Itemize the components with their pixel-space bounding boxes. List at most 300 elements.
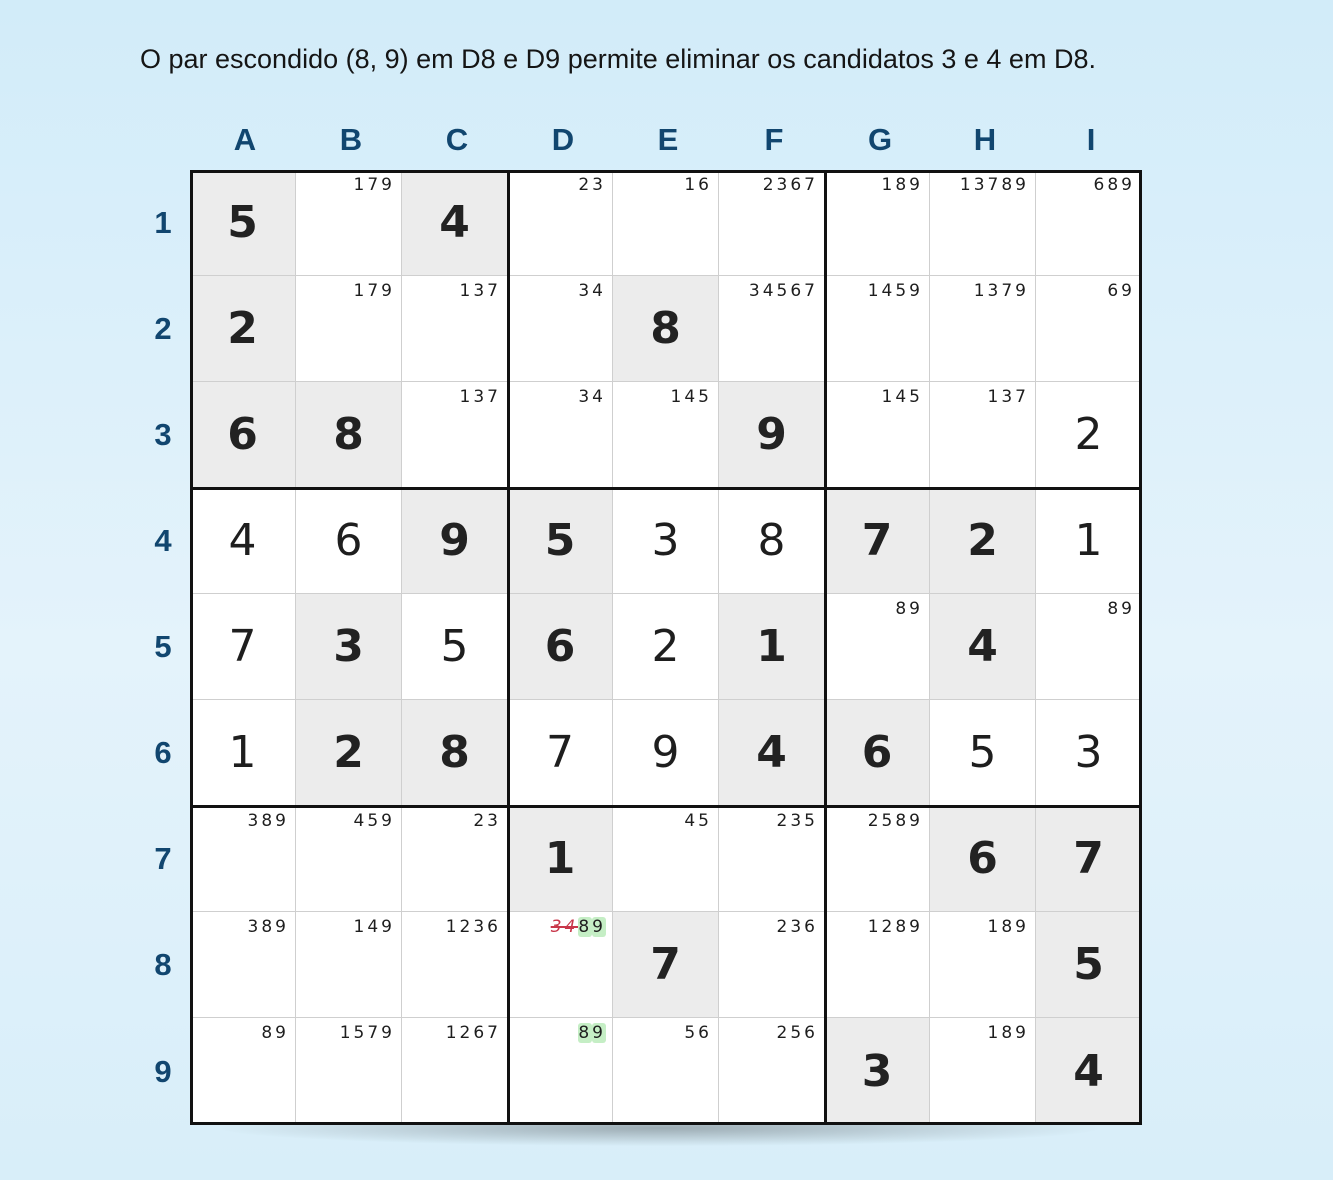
candidate: 7 xyxy=(487,387,501,407)
candidate-list xyxy=(763,175,818,195)
cell-f2[interactable] xyxy=(719,276,825,382)
column-label-a: A xyxy=(233,122,257,157)
cell-d6[interactable] xyxy=(508,700,613,806)
candidate: 3 xyxy=(473,387,488,407)
candidate: 5 xyxy=(698,387,712,407)
candidate: 4 xyxy=(762,281,777,301)
candidate-list xyxy=(882,175,923,195)
candidate: 1 xyxy=(339,1023,354,1043)
candidate: 9 xyxy=(909,917,923,937)
candidate: 7 xyxy=(487,1023,501,1043)
cell-c9[interactable] xyxy=(402,1018,508,1125)
candidate: 3 xyxy=(247,917,262,937)
candidate: 4 xyxy=(353,811,368,831)
cell-e8[interactable] xyxy=(613,912,719,1018)
candidate: 2 xyxy=(459,917,474,937)
candidate: 1 xyxy=(881,175,896,195)
candidate-list xyxy=(777,1023,818,1043)
candidate-list xyxy=(671,387,712,407)
solved-digit: 2 xyxy=(1074,409,1103,460)
cell-i2[interactable] xyxy=(1036,276,1142,382)
cell-f7[interactable] xyxy=(719,806,825,912)
row-label-2: 2 xyxy=(154,311,172,346)
solved-digit: 7 xyxy=(546,727,574,778)
cell-d1[interactable] xyxy=(508,170,613,276)
candidate: 9 xyxy=(275,811,289,831)
given-digit: 8 xyxy=(650,303,681,354)
solved-digit: 5 xyxy=(968,727,997,778)
given-digit: 4 xyxy=(1073,1045,1104,1097)
cell-c1[interactable] xyxy=(402,170,508,276)
candidate: 5 xyxy=(776,281,791,301)
candidate: 6 xyxy=(1107,281,1122,301)
candidate: 1 xyxy=(987,1023,1002,1043)
candidate: 5 xyxy=(909,387,923,407)
cell-g2[interactable] xyxy=(825,276,930,382)
cell-i8[interactable] xyxy=(1036,912,1142,1018)
candidate: 3 xyxy=(473,281,488,301)
candidate: 1 xyxy=(459,387,474,407)
candidate-list xyxy=(354,281,395,301)
candidate: 2 xyxy=(776,917,791,937)
cell-a5[interactable] xyxy=(190,594,296,700)
candidate: 9 xyxy=(381,917,395,937)
given-digit: 3 xyxy=(861,1045,893,1097)
row-label-4: 4 xyxy=(154,523,172,558)
candidate-list xyxy=(248,917,289,937)
candidate: 1 xyxy=(959,175,974,195)
given-digit: 4 xyxy=(439,197,470,248)
candidate: 8 xyxy=(895,175,910,195)
candidate: 4 xyxy=(684,387,699,407)
candidate: 6 xyxy=(698,1023,712,1043)
candidate: 4 xyxy=(684,811,699,831)
candidate: 2 xyxy=(881,917,896,937)
candidate-list xyxy=(578,281,606,301)
candidate: 9 xyxy=(1015,175,1029,195)
candidate: 7 xyxy=(804,281,818,301)
given-digit: 5 xyxy=(544,515,576,566)
cell-a1[interactable] xyxy=(190,170,296,276)
candidate: 8 xyxy=(261,811,276,831)
candidate-list xyxy=(354,175,395,195)
cell-d3[interactable] xyxy=(508,382,613,488)
candidate: 6 xyxy=(804,1023,818,1043)
candidate-list xyxy=(578,1023,606,1043)
candidate: 4 xyxy=(592,387,606,407)
cell-i3[interactable] xyxy=(1036,382,1142,488)
candidate: 5 xyxy=(367,811,382,831)
eliminated-candidate: 4 xyxy=(564,917,579,937)
candidate: 5 xyxy=(881,811,896,831)
candidate: 8 xyxy=(1001,175,1016,195)
candidate: 9 xyxy=(381,1023,395,1043)
given-digit: 1 xyxy=(544,833,576,884)
cell-h6[interactable] xyxy=(930,700,1036,806)
cell-e1[interactable] xyxy=(613,170,719,276)
cell-c3[interactable] xyxy=(402,382,508,488)
candidate: 6 xyxy=(473,1023,488,1043)
candidate: 8 xyxy=(261,917,276,937)
given-digit: 5 xyxy=(1073,939,1104,990)
candidate: 6 xyxy=(790,175,805,195)
cell-e6[interactable] xyxy=(613,700,719,806)
candidate: 1 xyxy=(881,387,896,407)
candidate-list xyxy=(1107,281,1135,301)
candidate-list xyxy=(248,811,289,831)
solved-digit: 3 xyxy=(651,515,680,566)
candidate: 9 xyxy=(909,599,923,619)
candidate: 9 xyxy=(909,811,923,831)
candidate-list xyxy=(578,175,606,195)
cell-b9[interactable] xyxy=(296,1018,402,1125)
cell-a3[interactable] xyxy=(190,382,296,488)
given-digit: 8 xyxy=(333,409,364,460)
candidate-list xyxy=(1107,599,1135,619)
row-label-7: 7 xyxy=(154,841,172,876)
candidate: 3 xyxy=(748,281,763,301)
eliminated-candidate: 3 xyxy=(550,917,565,937)
candidate: 9 xyxy=(275,1023,289,1043)
cell-g5[interactable] xyxy=(825,594,930,700)
candidate: 3 xyxy=(790,811,805,831)
candidate: 3 xyxy=(247,811,262,831)
candidate: 1 xyxy=(445,917,460,937)
solved-digit: 7 xyxy=(228,621,257,672)
candidate: 8 xyxy=(895,599,910,619)
sudoku-board xyxy=(190,170,1142,1125)
row-label-3: 3 xyxy=(154,417,172,452)
candidate: 8 xyxy=(895,811,910,831)
candidate: 7 xyxy=(367,1023,382,1043)
given-digit: 6 xyxy=(967,833,998,884)
given-digit: 2 xyxy=(333,727,364,778)
cell-h7[interactable] xyxy=(930,806,1036,912)
highlighted-candidate: 9 xyxy=(592,917,606,937)
row-label-8: 8 xyxy=(154,947,172,982)
candidate-list xyxy=(868,281,923,301)
candidate: 9 xyxy=(381,811,395,831)
hint-caption: O par escondido (8, 9) em D8 e D9 permite eliminar os candidatos 3 e 4 em D8. xyxy=(140,44,1096,74)
candidate: 3 xyxy=(776,175,791,195)
cell-f3[interactable] xyxy=(719,382,825,488)
candidate: 9 xyxy=(909,175,923,195)
candidate-list xyxy=(684,1023,712,1043)
cell-i4[interactable] xyxy=(1036,488,1142,594)
candidate-list xyxy=(684,175,712,195)
given-digit: 1 xyxy=(756,621,787,672)
candidate-list xyxy=(684,811,712,831)
cell-i5[interactable] xyxy=(1036,594,1142,700)
candidate: 9 xyxy=(381,175,395,195)
cell-b7[interactable] xyxy=(296,806,402,912)
candidate: 9 xyxy=(1015,917,1029,937)
candidate: 5 xyxy=(790,1023,805,1043)
cell-c2[interactable] xyxy=(402,276,508,382)
cell-c8[interactable] xyxy=(402,912,508,1018)
cell-d4[interactable] xyxy=(508,488,613,594)
cell-e3[interactable] xyxy=(613,382,719,488)
candidate: 1 xyxy=(670,387,685,407)
candidate: 6 xyxy=(804,917,818,937)
candidate: 1 xyxy=(445,1023,460,1043)
candidate: 6 xyxy=(790,281,805,301)
solved-digit: 1 xyxy=(1074,515,1103,566)
candidate: 5 xyxy=(353,1023,368,1043)
candidate: 5 xyxy=(698,811,712,831)
candidate-list xyxy=(868,811,923,831)
cell-c6[interactable] xyxy=(402,700,508,806)
candidate: 2 xyxy=(762,175,777,195)
candidate-list xyxy=(354,917,395,937)
solved-digit: 6 xyxy=(334,515,363,566)
cell-g3[interactable] xyxy=(825,382,930,488)
column-label-e: E xyxy=(657,122,679,157)
given-digit: 2 xyxy=(227,303,258,354)
candidate: 1 xyxy=(353,281,368,301)
solved-digit: 3 xyxy=(1074,727,1103,778)
cell-d2[interactable] xyxy=(508,276,613,382)
cell-f9[interactable] xyxy=(719,1018,825,1125)
candidate-list xyxy=(460,281,501,301)
cell-a8[interactable] xyxy=(190,912,296,1018)
given-digit: 5 xyxy=(227,197,258,248)
candidate: 7 xyxy=(1001,281,1016,301)
candidate: 9 xyxy=(909,281,923,301)
candidate-list xyxy=(473,811,501,831)
candidate: 3 xyxy=(473,917,488,937)
column-label-h: H xyxy=(973,122,997,157)
cell-d8[interactable] xyxy=(508,912,613,1018)
cell-b1[interactable] xyxy=(296,170,402,276)
cell-c4[interactable] xyxy=(402,488,508,594)
solved-digit: 1 xyxy=(228,727,257,778)
row-label-6: 6 xyxy=(154,735,172,770)
cell-f6[interactable] xyxy=(719,700,825,806)
candidate: 1 xyxy=(867,281,882,301)
candidate: 8 xyxy=(895,917,910,937)
candidate: 3 xyxy=(487,811,501,831)
given-digit: 6 xyxy=(227,409,258,460)
candidate: 1 xyxy=(353,175,368,195)
candidate: 6 xyxy=(1093,175,1108,195)
cell-a9[interactable] xyxy=(190,1018,296,1125)
candidate-list xyxy=(960,175,1029,195)
given-digit: 6 xyxy=(861,727,893,778)
box-divider-vertical xyxy=(507,170,510,1125)
cell-a6[interactable] xyxy=(190,700,296,806)
highlighted-candidate: 8 xyxy=(578,1023,593,1043)
candidate: 1 xyxy=(973,281,988,301)
candidate: 9 xyxy=(275,917,289,937)
cell-e7[interactable] xyxy=(613,806,719,912)
candidate: 2 xyxy=(459,1023,474,1043)
cell-h8[interactable] xyxy=(930,912,1036,1018)
candidate: 5 xyxy=(895,281,910,301)
cell-e4[interactable] xyxy=(613,488,719,594)
row-label-1: 1 xyxy=(154,205,172,240)
candidate-list xyxy=(895,599,923,619)
candidate-list xyxy=(974,281,1029,301)
cell-b4[interactable] xyxy=(296,488,402,594)
candidate: 2 xyxy=(473,811,488,831)
candidate: 3 xyxy=(578,387,593,407)
cell-g9[interactable] xyxy=(825,1018,930,1125)
candidate: 7 xyxy=(987,175,1002,195)
cell-h2[interactable] xyxy=(930,276,1036,382)
candidate: 4 xyxy=(592,281,606,301)
candidate: 9 xyxy=(1121,175,1135,195)
candidate: 4 xyxy=(367,917,382,937)
given-digit: 2 xyxy=(967,515,998,566)
cell-h3[interactable] xyxy=(930,382,1036,488)
candidate-list xyxy=(261,1023,289,1043)
given-digit: 6 xyxy=(544,621,576,672)
cell-f5[interactable] xyxy=(719,594,825,700)
solved-digit: 2 xyxy=(651,621,680,672)
candidate: 9 xyxy=(381,281,395,301)
candidate: 2 xyxy=(867,811,882,831)
cell-b8[interactable] xyxy=(296,912,402,1018)
box-divider-vertical xyxy=(824,170,827,1125)
candidate: 4 xyxy=(895,387,910,407)
candidate: 3 xyxy=(987,281,1002,301)
given-digit: 4 xyxy=(967,621,998,672)
column-label-b: B xyxy=(339,122,363,157)
candidate: 1 xyxy=(353,917,368,937)
candidate: 9 xyxy=(1015,281,1029,301)
candidate: 7 xyxy=(487,281,501,301)
candidate: 9 xyxy=(1015,1023,1029,1043)
column-label-g: G xyxy=(867,122,893,157)
candidate: 1 xyxy=(684,175,699,195)
cell-h4[interactable] xyxy=(930,488,1036,594)
candidate-list xyxy=(868,917,923,937)
candidate-list xyxy=(988,387,1029,407)
cell-i9[interactable] xyxy=(1036,1018,1142,1125)
candidate-list xyxy=(578,387,606,407)
candidate-list xyxy=(1094,175,1135,195)
column-label-i: I xyxy=(1086,122,1096,157)
cell-b5[interactable] xyxy=(296,594,402,700)
solved-digit: 8 xyxy=(757,515,786,566)
candidate-list xyxy=(988,917,1029,937)
solved-digit: 9 xyxy=(651,727,680,778)
cell-a4[interactable] xyxy=(190,488,296,594)
cell-i7[interactable] xyxy=(1036,806,1142,912)
cell-h5[interactable] xyxy=(930,594,1036,700)
cell-b2[interactable] xyxy=(296,276,402,382)
cell-g4[interactable] xyxy=(825,488,930,594)
candidate: 9 xyxy=(1121,599,1135,619)
cell-g1[interactable] xyxy=(825,170,930,276)
given-digit: 7 xyxy=(1073,833,1104,884)
box-divider-horizontal xyxy=(190,487,1142,490)
given-digit: 8 xyxy=(439,727,470,778)
candidate: 3 xyxy=(1001,387,1016,407)
candidate: 3 xyxy=(578,281,593,301)
candidate: 3 xyxy=(790,917,805,937)
cell-d9[interactable] xyxy=(508,1018,613,1125)
cell-b3[interactable] xyxy=(296,382,402,488)
cell-g8[interactable] xyxy=(825,912,930,1018)
given-digit: 7 xyxy=(861,515,893,566)
cell-f8[interactable] xyxy=(719,912,825,1018)
cell-g7[interactable] xyxy=(825,806,930,912)
given-digit: 3 xyxy=(333,621,364,672)
cell-a2[interactable] xyxy=(190,276,296,382)
given-digit: 9 xyxy=(439,515,470,566)
candidate: 8 xyxy=(1001,917,1016,937)
row-label-5: 5 xyxy=(154,629,172,664)
candidate: 5 xyxy=(804,811,818,831)
candidate: 3 xyxy=(973,175,988,195)
candidate-list xyxy=(882,387,923,407)
candidate: 7 xyxy=(367,175,382,195)
cell-h9[interactable] xyxy=(930,1018,1036,1125)
candidate: 2 xyxy=(578,175,593,195)
candidate: 7 xyxy=(367,281,382,301)
given-digit: 4 xyxy=(756,727,787,778)
highlighted-candidate: 9 xyxy=(592,1023,606,1043)
candidate: 9 xyxy=(1121,281,1135,301)
cell-e2[interactable] xyxy=(613,276,719,382)
candidate: 8 xyxy=(1107,599,1122,619)
candidate-list xyxy=(777,917,818,937)
cell-c5[interactable] xyxy=(402,594,508,700)
cell-g6[interactable] xyxy=(825,700,930,806)
cell-a7[interactable] xyxy=(190,806,296,912)
given-digit: 9 xyxy=(756,409,787,460)
candidate: 8 xyxy=(261,1023,276,1043)
candidate-list xyxy=(446,1023,501,1043)
candidate-list xyxy=(460,387,501,407)
cell-d7[interactable] xyxy=(508,806,613,912)
column-label-d: D xyxy=(551,122,575,157)
candidate: 4 xyxy=(881,281,896,301)
candidate: 6 xyxy=(487,917,501,937)
column-label-f: F xyxy=(764,122,784,157)
highlighted-candidate: 8 xyxy=(578,917,593,937)
candidate: 1 xyxy=(987,917,1002,937)
candidate: 2 xyxy=(776,1023,791,1043)
cell-h1[interactable] xyxy=(930,170,1036,276)
column-label-c: C xyxy=(445,122,469,157)
cell-f1[interactable] xyxy=(719,170,825,276)
candidate-list xyxy=(446,917,501,937)
candidate-list xyxy=(340,1023,395,1043)
row-label-9: 9 xyxy=(154,1053,172,1089)
candidate-list xyxy=(354,811,395,831)
candidate-list xyxy=(551,917,606,937)
cell-i6[interactable] xyxy=(1036,700,1142,806)
cell-f4[interactable] xyxy=(719,488,825,594)
cell-e5[interactable] xyxy=(613,594,719,700)
candidate: 1 xyxy=(987,387,1002,407)
candidate: 1 xyxy=(867,917,882,937)
cell-e9[interactable] xyxy=(613,1018,719,1125)
candidate: 7 xyxy=(804,175,818,195)
cell-d5[interactable] xyxy=(508,594,613,700)
box-divider-horizontal xyxy=(190,805,1142,808)
cell-b6[interactable] xyxy=(296,700,402,806)
candidate: 8 xyxy=(1001,1023,1016,1043)
candidate: 8 xyxy=(1107,175,1122,195)
cell-i1[interactable] xyxy=(1036,170,1142,276)
candidate-list xyxy=(988,1023,1029,1043)
candidate: 7 xyxy=(1015,387,1029,407)
cell-c7[interactable] xyxy=(402,806,508,912)
